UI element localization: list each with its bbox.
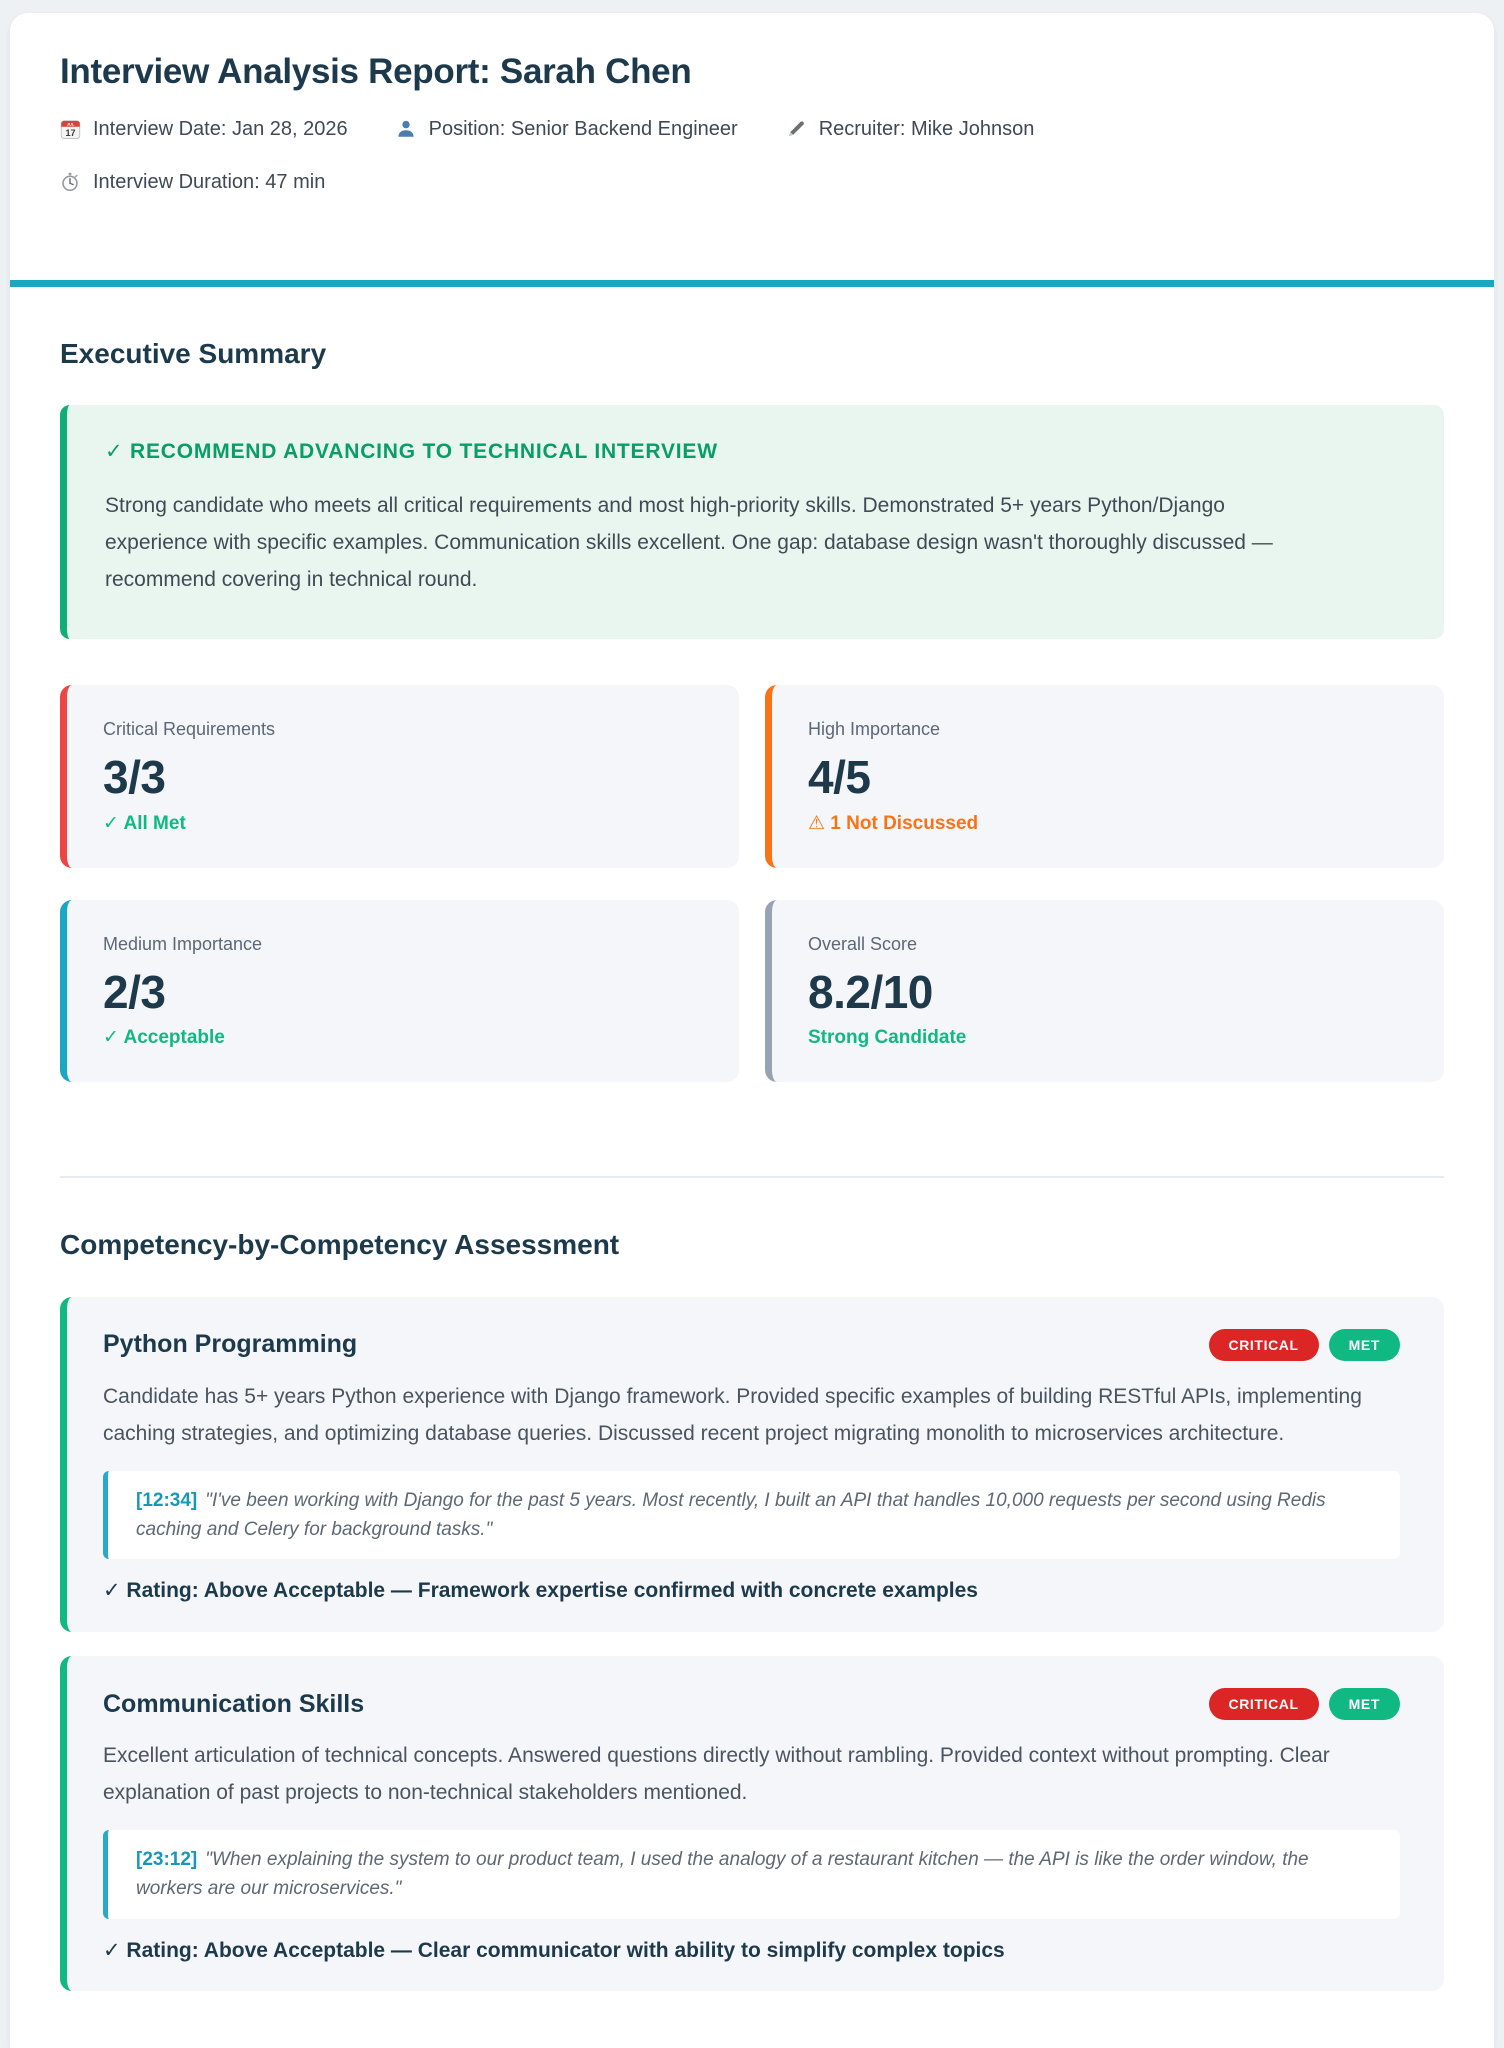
report-sheet — [10, 13, 1494, 2048]
stat-card-high-importance — [765, 685, 1444, 867]
competency-header — [103, 1329, 1400, 1361]
competency-title: Communication Skills — [103, 1689, 365, 1718]
critical-badge: CRITICAL — [1209, 1329, 1319, 1361]
stat-card-medium-importance — [60, 900, 739, 1082]
stat-value: 3/3 — [103, 751, 166, 804]
page-title: Interview Analysis Report: Sarah Chen — [60, 52, 692, 91]
recommendation-title: ✓ RECOMMEND ADVANCING TO TECHNICAL INTERVIEW — [105, 440, 718, 464]
header-accent-divider — [10, 280, 1494, 287]
quote-block — [103, 1830, 1400, 1919]
stat-card-critical-requirements — [60, 685, 739, 867]
quote-block — [103, 1471, 1400, 1560]
quote-text — [136, 1486, 1372, 1545]
calendar-icon — [60, 119, 81, 140]
executive-summary-heading: Executive Summary — [60, 337, 327, 369]
met-badge: MET — [1329, 1688, 1400, 1720]
meta-duration — [60, 171, 325, 194]
stat-label: Critical Requirements — [103, 719, 276, 740]
stat-value: 2/3 — [103, 965, 166, 1018]
quote-body: "I've been working with Django for the past 5 years. Most recently, I built an API that handles 10,000 requests per second using Redis caching and Celery for background tasks." — [136, 1489, 1326, 1541]
recommendation-body: Strong candidate who meets all critical requirements and most high-priority skills. Demonstrated 5+ years Python/Django experience with specific examples. Communication skills excellent. One gap: database design wasn't thoroughly discussed — recommend covering in technical round. — [105, 494, 1273, 592]
stat-status: Strong Candidate — [808, 1027, 967, 1049]
stopwatch-icon — [60, 172, 81, 193]
meta-recruiter — [786, 118, 1035, 141]
competency-body: Excellent articulation of technical concepts. Answered questions directly without rambling. Provided context without prompting. Clear explanation of past projects to non-technical stakeholders mentioned. — [103, 1743, 1330, 1804]
assessment-heading: Competency-by-Competency Assessment — [60, 1228, 620, 1260]
stat-label: Medium Importance — [103, 933, 263, 954]
competency-rating: ✓ Rating: Above Acceptable — Clear communicator with ability to simplify complex topics — [103, 1938, 1005, 1962]
stat-status: ⚠ 1 Not Discussed — [808, 812, 979, 834]
person-icon — [396, 119, 417, 140]
stat-status: ✓ All Met — [103, 812, 186, 834]
quote-text — [136, 1845, 1372, 1904]
meta-recruiter-text: Recruiter: Mike Johnson — [818, 117, 1035, 140]
competency-title: Python Programming — [103, 1330, 358, 1359]
stat-status: ✓ Acceptable — [103, 1027, 225, 1049]
stat-value: 4/5 — [808, 751, 871, 804]
stat-value: 8.2/10 — [808, 965, 933, 1018]
meta-duration-text: Interview Duration: 47 min — [93, 170, 326, 193]
competency-header — [103, 1688, 1400, 1720]
competency-card-communication-skills — [60, 1656, 1444, 1991]
report-header — [60, 53, 1444, 194]
stat-card-overall-score — [765, 900, 1444, 1082]
stats-grid — [60, 685, 1444, 1082]
meta-date-text: Interview Date: Jan 28, 2026 — [93, 117, 348, 140]
meta-position — [396, 118, 738, 141]
quote-timestamp: [12:34] — [136, 1489, 198, 1511]
quote-body: "When explaining the system to our product team, I used the analogy of a restaurant kitchen — the API is like the order window, the workers are our microservices." — [136, 1848, 1309, 1900]
competency-rating: ✓ Rating: Above Acceptable — Framework expertise confirmed with concrete examples — [103, 1579, 978, 1603]
badge-group — [1209, 1688, 1400, 1720]
executive-summary-section — [60, 339, 1444, 1082]
competency-card-python-programming — [60, 1297, 1444, 1632]
competency-body: Candidate has 5+ years Python experience with Django framework. Provided specific examples of building RESTful APIs, implementing caching strategies, and optimizing database queries. Discussed recent project migrating monolith to microservices architecture. — [103, 1384, 1362, 1445]
critical-badge: CRITICAL — [1209, 1688, 1319, 1720]
recommendation-box — [60, 405, 1444, 639]
met-badge: MET — [1329, 1329, 1400, 1361]
meta-position-text: Position: Senior Backend Engineer — [428, 117, 738, 140]
assessment-section — [60, 1230, 1444, 1991]
stat-label: Overall Score — [808, 933, 918, 954]
meta-interview-date — [60, 118, 348, 141]
quote-timestamp: [23:12] — [136, 1848, 198, 1870]
section-divider — [60, 1176, 1444, 1178]
stat-label: High Importance — [808, 719, 941, 740]
svg-text:JUL: JUL — [66, 121, 75, 127]
pen-icon — [786, 119, 807, 140]
meta-row-2 — [60, 171, 1444, 194]
svg-text:17: 17 — [65, 127, 76, 138]
meta-row-1 — [60, 118, 1444, 141]
badge-group — [1209, 1329, 1400, 1361]
